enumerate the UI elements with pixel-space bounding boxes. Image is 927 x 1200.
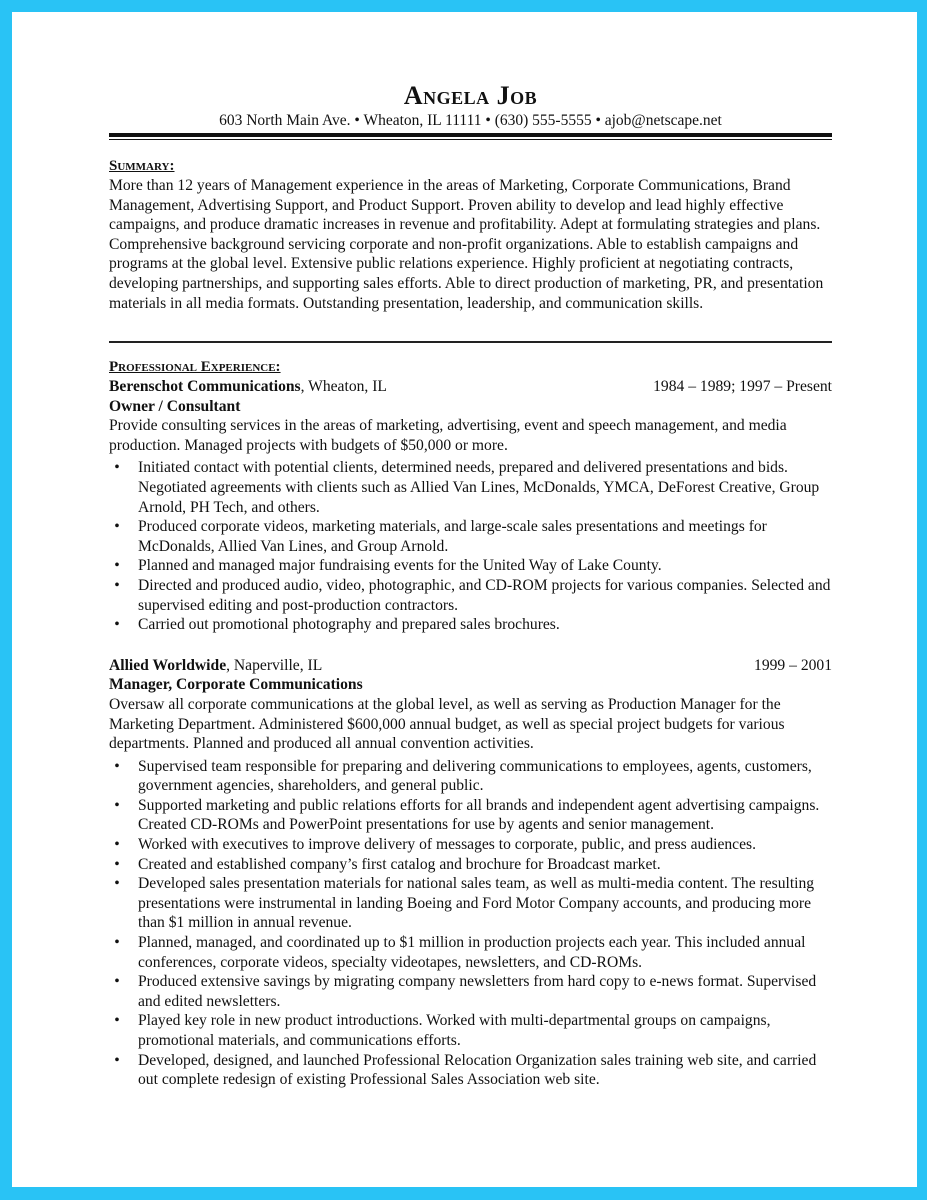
bullet-text: Produced corporate videos, marketing materials, and large-scale sales presentations and meetings for McDonalds, Allied Van Lines, and Group Arnold. xyxy=(138,518,767,555)
job-dates: 1984 – 1989; 1997 – Present xyxy=(653,378,832,395)
bullet-icon: • xyxy=(114,836,120,854)
job-header xyxy=(109,656,832,676)
job-company: Allied Worldwide xyxy=(109,656,227,674)
bullet-text: Supervised team responsible for preparing and delivering communications to employees, agents, customers, government agencies, shareholders, and general public. xyxy=(138,757,812,795)
bullet-item xyxy=(109,1011,832,1050)
bullet-text: Supported marketing and public relations efforts for all brands and independent agent advertising campaigns. Created CD-ROMs and PowerPoint presentations for use by agents and senior management. xyxy=(138,796,820,834)
bullet-icon: • xyxy=(114,576,120,594)
bullet-item xyxy=(109,1051,832,1090)
bullet-item xyxy=(109,757,832,796)
job-bullets xyxy=(109,757,832,1090)
bullet-icon: • xyxy=(114,518,120,536)
bullet-text: Produced extensive savings by migrating company newsletters from hard copy to e-news format. Supervised and edited newsletters. xyxy=(138,973,817,1010)
bullet-item xyxy=(109,874,832,933)
bullet-icon: • xyxy=(114,1012,120,1030)
bullet-item xyxy=(109,458,832,517)
bullet-item xyxy=(109,615,832,635)
bullet-item xyxy=(109,576,832,615)
candidate-name: Angela Job xyxy=(403,81,538,110)
bullet-text: Planned, managed, and coordinated up to $1 million in production projects each year. This included annual conferences, corporate videos, specialty videotapes, newsletters, and CD-ROMs. xyxy=(138,934,806,971)
job-description: Provide consulting services in the areas of marketing, advertising, event and speech management, and media production. Managed projects with budgets of $50,000 or more. xyxy=(109,417,787,454)
bullet-item xyxy=(109,517,832,556)
job-location: , Wheaton, IL xyxy=(300,378,387,395)
job-employer xyxy=(109,377,387,397)
job-role: Owner / Consultant xyxy=(109,397,241,415)
resume-page xyxy=(12,12,917,1187)
job-role: Manager, Corporate Communications xyxy=(109,676,363,694)
bullet-icon: • xyxy=(114,616,120,634)
header-rule-thick xyxy=(109,133,832,137)
job-entry xyxy=(109,656,832,1090)
summary-heading: Summary: xyxy=(109,158,175,174)
bullet-icon: • xyxy=(114,459,120,477)
bullet-text: Developed sales presentation materials for national sales team, as well as multi-media content. The resulting presentations were instrumental in landing Boeing and Ford Motor Company accounts, and producing more than $1 million in annual revenue. xyxy=(138,875,815,932)
job-dates: 1999 – 2001 xyxy=(754,656,832,674)
bullet-text: Worked with executives to improve delivery of messages to corporate, public, and press audiences. xyxy=(138,836,756,854)
experience-heading: Professional Experience: xyxy=(109,359,281,375)
experience-section xyxy=(109,358,832,1090)
job-company: Berenschot Communications xyxy=(109,378,301,395)
bullet-icon: • xyxy=(114,875,120,893)
summary-text: More than 12 years of Management experience in the areas of Marketing, Corporate Communications, Brand Management, Advertising Support, and Product Support. Proven ability to develop and lead highly effective campaigns, and produce dramatic increases in revenue and profitability. Adept at formulating strategies and plans. Comprehensive background servicing corporate and non-profit organizations. Able to establish campaigns and programs at the global level. Extensive public relations experience. Highly proficient at negotiating contracts, developing partnerships, and supporting sales efforts. Able to direct production of marketing, PR, and presentation materials in all media formats. Outstanding presentation, leadership, and communication skills. xyxy=(109,177,824,312)
bullet-text: Planned and managed major fundraising events for the United Way of Lake County. xyxy=(138,557,662,575)
bullet-icon: • xyxy=(114,1051,120,1069)
job-location: , Naperville, IL xyxy=(226,656,323,674)
bullet-item xyxy=(109,855,832,875)
bullet-icon: • xyxy=(114,934,120,952)
section-divider xyxy=(109,341,832,343)
bullet-item xyxy=(109,556,832,576)
summary-section xyxy=(109,157,832,313)
bullet-text: Initiated contact with potential clients, determined needs, prepared and delivered presentations and bids. Negotiated agreements with clients such as Allied Van Lines, McDonalds, YMCA, DeForest Creative, Group Arnold, PH Tech, and others. xyxy=(138,459,820,516)
bullet-text: Directed and produced audio, video, photographic, and CD-ROM projects for various companies. Selected and supervised editing and post-production contractors. xyxy=(138,576,831,614)
bullet-item xyxy=(109,796,832,835)
job-bullets xyxy=(109,458,832,634)
bullet-text: Created and established company’s first catalog and brochure for Broadcast market. xyxy=(138,855,661,873)
bullet-icon: • xyxy=(114,855,120,873)
bullet-text: Carried out promotional photography and prepared sales brochures. xyxy=(138,616,560,634)
job-header xyxy=(109,377,832,397)
bullet-icon: • xyxy=(114,973,120,991)
bullet-item xyxy=(109,835,832,855)
contact-line: 603 North Main Ave. • Wheaton, IL 11111 • (630) 555-5555 • ajob@netscape.net xyxy=(219,112,722,129)
bullet-icon: • xyxy=(114,796,120,814)
job-employer xyxy=(109,656,322,676)
header-rule-thin xyxy=(109,139,832,140)
job-entry xyxy=(109,377,832,635)
bullet-icon: • xyxy=(114,557,120,575)
bullet-text: Played key role in new product introductions. Worked with multi-departmental groups on campaigns, promotional materials, and communications efforts. xyxy=(138,1012,771,1049)
bullet-icon: • xyxy=(114,757,120,775)
bullet-item xyxy=(109,933,832,972)
bullet-item xyxy=(109,972,832,1011)
bullet-text: Developed, designed, and launched Professional Relocation Organization sales training web site, and carried out complete redesign of existing Professional Sales Association web site. xyxy=(138,1051,817,1089)
job-description: Oversaw all corporate communications at the global level, as well as serving as Production Manager for the Marketing Department. Administered $600,000 annual budget, as well as special project budgets for various departments. Planned and produced all annual convention activities. xyxy=(109,695,785,753)
